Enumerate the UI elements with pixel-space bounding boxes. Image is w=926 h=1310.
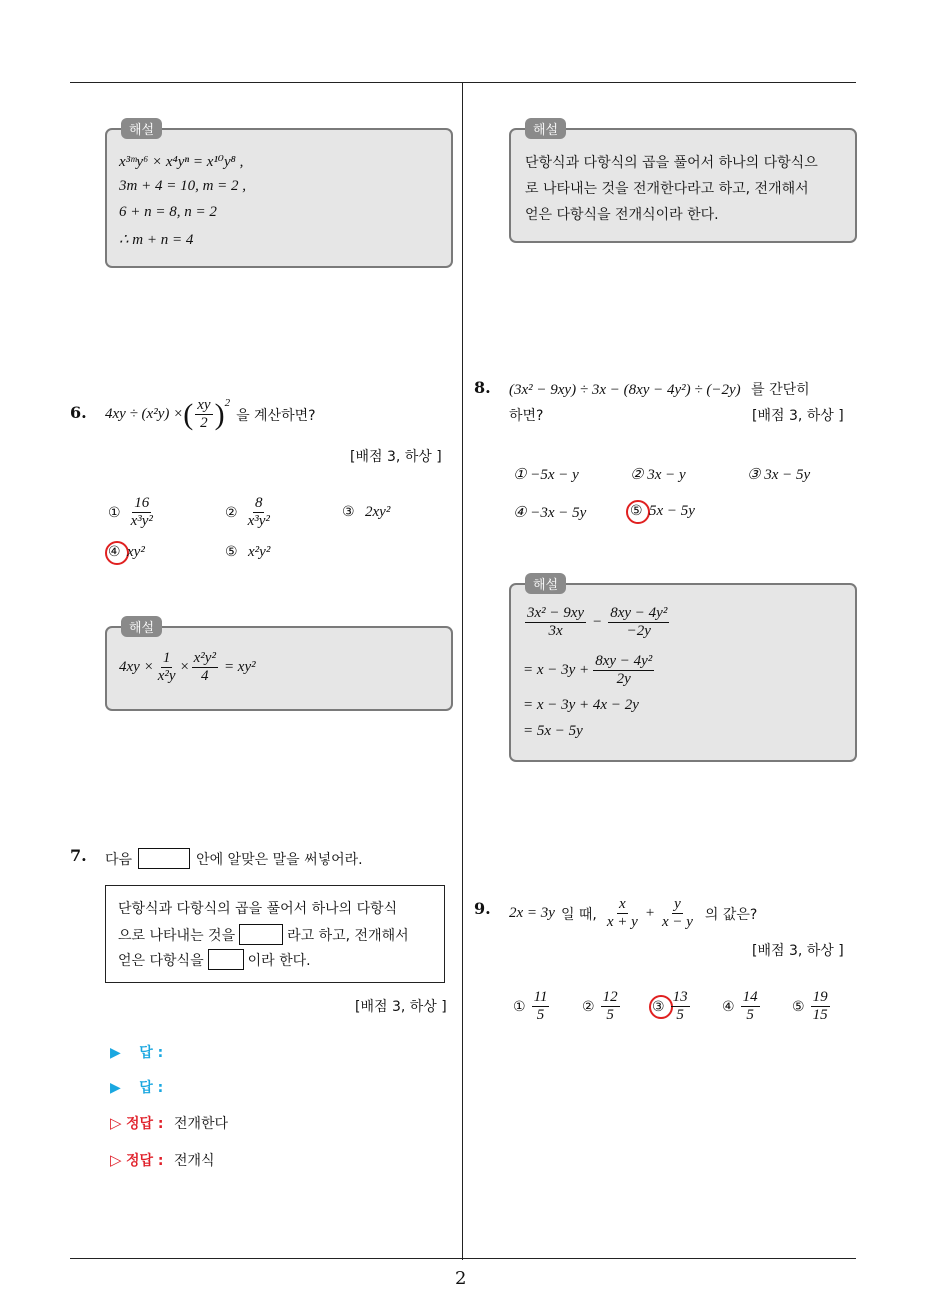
play-icon: ▶ (110, 1045, 121, 1061)
question-8-text (509, 379, 810, 399)
solution-line: 얻은 다항식을 전개식이라 한다. (525, 207, 719, 223)
correct-answer-1 (110, 1113, 228, 1133)
option-mark: ② (225, 504, 238, 521)
solution-tag: 해설 (121, 118, 162, 139)
correct-answer-2 (110, 1150, 215, 1170)
option-4[interactable]: ④ −3x − 5y (513, 505, 587, 521)
question-number: 6. (70, 403, 87, 422)
solution-tag: 해설 (525, 118, 566, 139)
triangle-outline-icon: ▷ (110, 1114, 122, 1132)
option-value: 2xy² (365, 504, 391, 520)
q7-solution-box (509, 123, 857, 243)
option-3[interactable]: ③ 3x − 5y (747, 467, 811, 483)
solution-line: 4xy × $\frac{1}{\text{x²y}}$ × $\frac{\text{x²y²}}{4}$ = xy² (119, 650, 256, 684)
score-label: [배점 3, 하상 ] (752, 408, 844, 424)
option-3[interactable]: ③ $\frac{13}{5}$ (652, 989, 688, 1023)
fraction: $\frac{16}{\text{x³y²}}$ (130, 495, 153, 529)
paren: ) (214, 397, 225, 431)
paren: ( (183, 397, 194, 431)
option-5[interactable] (630, 503, 695, 520)
score-label: [배점 3, 하상 ] (355, 999, 447, 1015)
option-2[interactable]: ② $\frac{12}{5}$ (582, 989, 618, 1023)
correct-value: 전개한다 (173, 1116, 229, 1132)
question-9-text: 2x = 3y 일 때, $\frac{x}{x + y}$ + $\frac{y}{x - y}$ 의 값은? (509, 896, 758, 930)
option-mark: ④ (108, 544, 121, 560)
question-6-text (105, 397, 316, 432)
question-7-text: 다음 안에 알맞은 말을 써넣어라. (105, 848, 363, 869)
solution-line: = 5x − 5y (523, 723, 583, 739)
question-number: 8. (474, 378, 491, 397)
option-2[interactable]: ② 3x − y (630, 467, 686, 483)
expression: (3x² − 9xy) ÷ 3x − (8xy − 4y²) ÷ (−2y) (509, 382, 741, 398)
correct-value: 전개식 (173, 1153, 215, 1169)
fraction: $\frac{xy}{2}$ (197, 397, 211, 431)
correct-label: 정답 : (126, 1153, 164, 1169)
column-divider (462, 82, 463, 1260)
top-rule (70, 82, 856, 83)
option-5[interactable] (225, 544, 270, 561)
solution-line: x³ᵐy⁶ × x⁴yⁿ = x¹⁰y⁸ , (119, 154, 244, 170)
q6-solution-box (105, 621, 453, 711)
expression: 4xy ÷ (x²y) × (105, 406, 184, 422)
q8-solution-box (509, 578, 857, 762)
score-label: [배점 3, 하상 ] (752, 943, 844, 959)
solution-line: 단항식과 다항식의 곱을 풀어서 하나의 다항식으 (525, 155, 818, 171)
option-mark: ① (108, 504, 121, 521)
option-1[interactable]: ① −5x − y (513, 467, 579, 483)
exponent: 2 (224, 397, 231, 409)
option-mark: ① (513, 998, 526, 1015)
option-value: xy² (127, 544, 145, 560)
option-1[interactable]: ① $\frac{11}{5}$ (513, 989, 548, 1023)
bottom-rule (70, 1258, 856, 1259)
answer-label: 답 : (139, 1080, 164, 1096)
box-line: 얻은 다항식을 이라 한다. (118, 949, 311, 970)
answer-blank (138, 848, 190, 869)
box-line: 단항식과 다항식의 곱을 풀어서 하나의 다항식 (118, 901, 398, 917)
solution-line: = x − 3y + $\frac{\text{8xy − 4y²}}{2y}$ (523, 653, 653, 687)
question-number: 7. (70, 846, 87, 865)
option-4[interactable] (108, 544, 145, 561)
q5-solution-box (105, 123, 453, 268)
option-mark: ③ (342, 504, 355, 520)
solution-line: ∴ m + n = 4 (119, 232, 194, 248)
page-number: 2 (455, 1268, 467, 1289)
solution-line: 로 나타내는 것을 전개한다라고 하고, 전개해서 (525, 181, 809, 197)
option-mark: ③ (652, 998, 665, 1015)
question-number: 9. (474, 899, 491, 918)
option-mark: ⑤ (630, 503, 643, 519)
solution-line: $\frac{\text{3x² − 9xy}}{3x}$ − $\frac{\text{8xy − 4y²}}{-2y}$ (527, 605, 668, 639)
solution-tag: 해설 (121, 616, 162, 637)
box-line: 으로 나타내는 것을 라고 하고, 전개해서 (118, 924, 409, 945)
option-mark: ⑤ (225, 544, 238, 560)
option-4[interactable]: ④ $\frac{14}{5}$ (722, 989, 758, 1023)
option-5[interactable]: ⑤ $\frac{19}{15}$ (792, 989, 828, 1023)
option-1[interactable] (108, 495, 157, 530)
option-mark: ② (582, 998, 595, 1015)
question-suffix: 를 간단히 (751, 382, 810, 398)
play-icon: ▶ (110, 1080, 121, 1096)
option-2[interactable] (225, 495, 274, 530)
answer-blank (239, 924, 283, 945)
solution-line: 3m + 4 = 10, m = 2 , (119, 178, 247, 194)
solution-line: = x − 3y + 4x − 2y (523, 697, 639, 713)
fraction: $\frac{8}{\text{x³y²}}$ (247, 495, 270, 529)
answer-field-2[interactable] (110, 1077, 163, 1097)
question-suffix: 을 계산하면? (236, 407, 316, 424)
option-value: 5x − 5y (649, 503, 695, 519)
question-line: 하면? (509, 408, 544, 424)
answer-label: 답 : (139, 1045, 164, 1061)
score-label: [배점 3, 하상 ] (350, 449, 442, 465)
option-value: x²y² (248, 544, 271, 560)
answer-blank (208, 949, 244, 970)
option-3[interactable] (342, 504, 390, 521)
solution-tag: 해설 (525, 573, 566, 594)
q7-question-box (105, 885, 445, 983)
correct-label: 정답 : (126, 1116, 164, 1132)
option-mark: ⑤ (792, 998, 805, 1015)
option-mark: ④ (722, 998, 735, 1015)
triangle-outline-icon: ▷ (110, 1151, 122, 1169)
solution-line: 6 + n = 8, n = 2 (119, 204, 217, 220)
answer-field-1[interactable] (110, 1042, 163, 1062)
